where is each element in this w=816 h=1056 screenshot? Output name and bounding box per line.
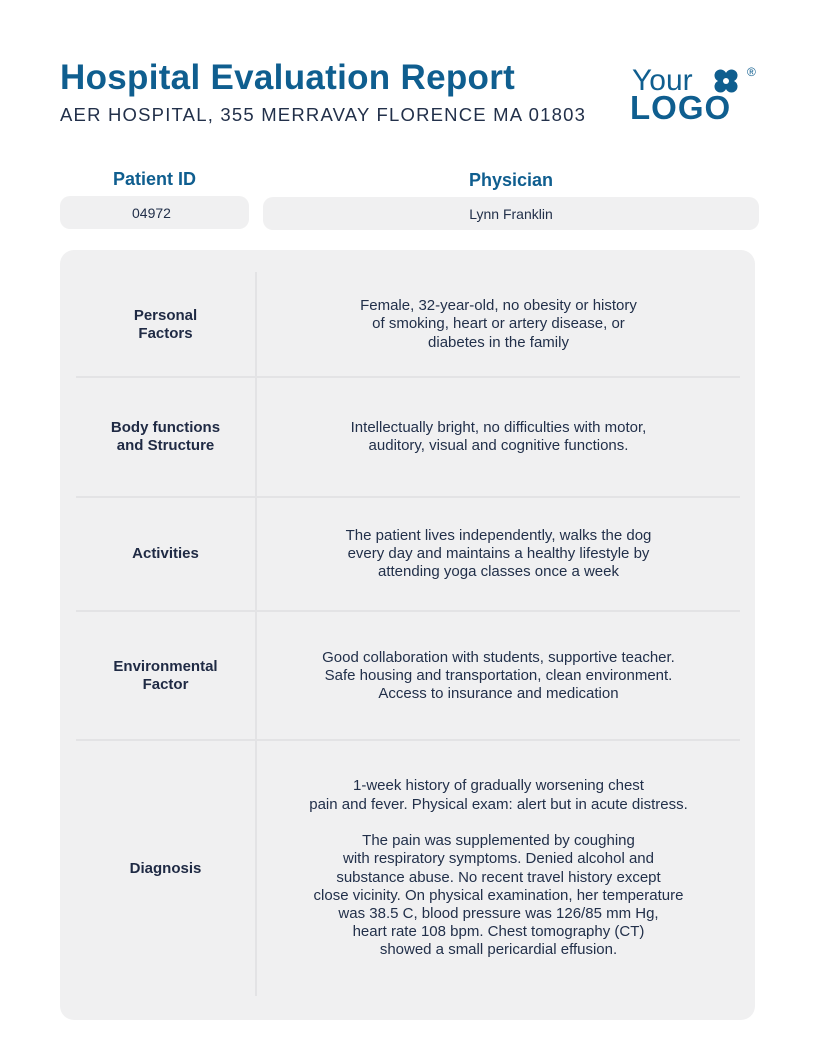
logo-text-your: Your bbox=[632, 64, 693, 97]
logo bbox=[628, 64, 762, 128]
row-text-activities: The patient lives independently, walks the dog every day and maintains a healthy lifestyle by attending yoga classes once a week bbox=[345, 526, 652, 581]
registered-mark: ® bbox=[747, 65, 756, 79]
logo-text-logo: LOGO bbox=[630, 89, 732, 126]
hospital-address: AER HOSPITAL, 355 MERRAVAY FLORENCE MA 01803 bbox=[60, 104, 587, 125]
row-text-diagnosis: 1-week history of gradually worsening chest pain and fever. Physical exam: alert but in acute distress. The pain was supplemented by coughing with respiratory symptoms. Denied alcohol and substance abuse. No recent travel history except close vicinity. On physical examination, her temperature was 38.5 C, blood pressure was 126/85 mm Hg, heart rate 108 bpm. Chest tomography (CT) showed a small pericardial effusion. bbox=[309, 777, 688, 959]
patient-id-value: 04972 bbox=[132, 204, 171, 221]
patient-id-label: Patient ID bbox=[112, 169, 196, 189]
row-label-environmental-factor: Environmental Factor bbox=[113, 658, 218, 693]
row-label-personal-factors: Personal Factors bbox=[133, 306, 198, 342]
row-text-environmental-factor: Good collaboration with students, supportive teacher. Safe housing and transportation, clean environment. Access to insurance and medication bbox=[322, 648, 675, 703]
physician-label: Physician bbox=[468, 170, 554, 190]
row-label-activities: Activities bbox=[132, 545, 199, 562]
report-title: Hospital Evaluation Report bbox=[60, 58, 516, 97]
row-text-personal-factors: Female, 32-year-old, no obesity or history of smoking, heart or artery disease, or diabetes in the family bbox=[360, 297, 637, 351]
row-label-body-functions: Body functions and Structure bbox=[110, 419, 221, 454]
patient-id-field bbox=[60, 196, 249, 229]
row-label-diagnosis: Diagnosis bbox=[129, 859, 202, 877]
evaluation-table bbox=[60, 250, 755, 1020]
row-text-body-functions: Intellectually bright, no difficulties with motor, auditory, visual and cognitive functions. bbox=[350, 418, 647, 454]
physician-value: Lynn Franklin bbox=[469, 205, 553, 222]
physician-field bbox=[263, 197, 759, 230]
